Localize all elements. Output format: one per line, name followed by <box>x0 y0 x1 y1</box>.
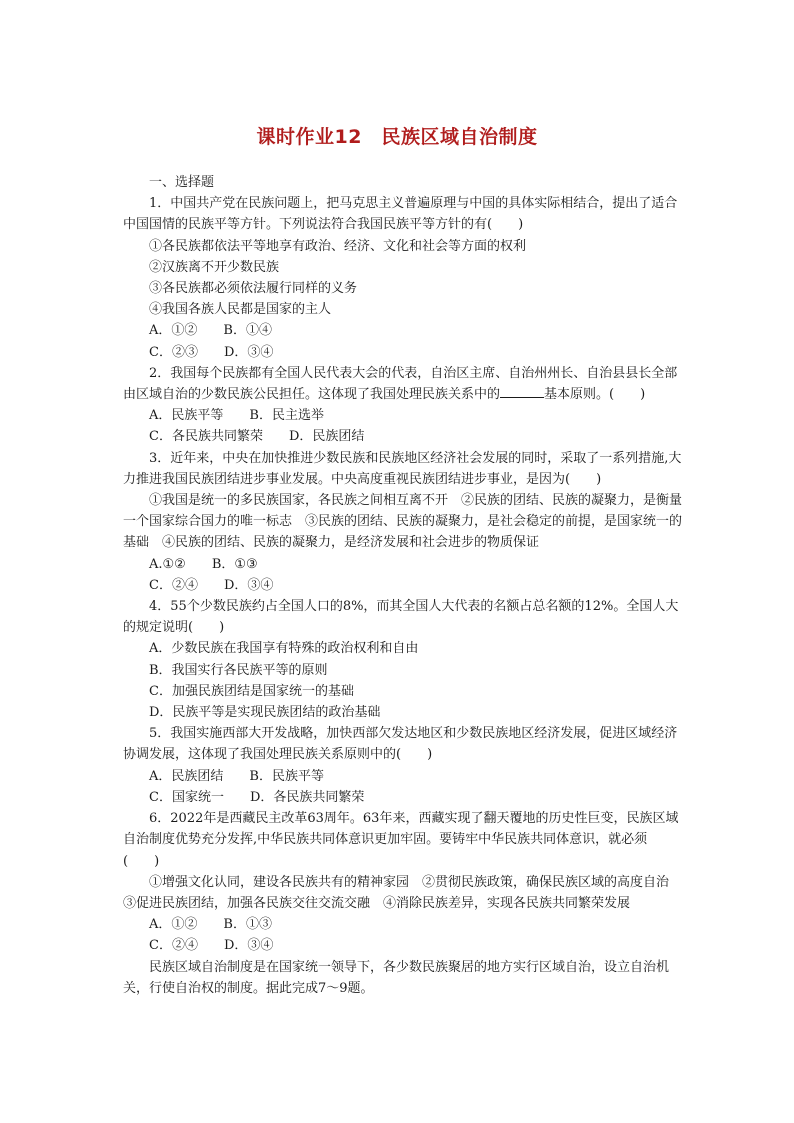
statement-item: ①各民族都依法平等地享有政治、经济、文化和社会等方面的权利 <box>149 238 527 254</box>
section-heading: 一、选择题 <box>149 175 215 190</box>
answer-options: A．民族团结 B．民族平等 <box>149 768 324 784</box>
answer-options: C．②③ D．③④ <box>149 344 274 360</box>
answer-options: C．②④ D．③④ <box>149 938 274 954</box>
material-paragraph: 民族区域自治制度是在国家统一领导下，各少数民族聚居的地方实行区域自治，设立自治机关，行使自治权的制度。据此完成7～9题。 <box>123 959 670 996</box>
question-stem: 6．2022年是西藏民主改革63周年。63年来，西藏实现了翻天覆地的历史性巨变，民族区域自治制度优势充分发挥,中华民族共同体意识更加牢固。要铸牢中华民族共同体意识，就必须( ) <box>123 811 679 869</box>
answer-option: C．加强民族团结是国家统一的基础 <box>149 683 354 699</box>
statement-block: ①增强文化认同，建设各民族共有的精神家园 ②贯彻民族政策，确保民族区域的高度自治 ③促进民族团结，加强各民族交往交流交融 ④消除民族差异，实现各民族共同繁荣发展 <box>123 874 683 911</box>
answer-option: D．民族平等是实现民族团结的政治基础 <box>149 705 381 721</box>
question-stem: 5．我国实施西部大开发战略，加快西部欠发达地区和少数民族地区经济发展，促进区域经济协调发展，这体现了我国处理民族关系原则中的( ) <box>123 726 678 763</box>
answer-options: A.①② B．①③ <box>149 556 258 572</box>
statement-block: ①我国是统一的多民族国家，各民族之间相互离不开 ②民族的团结、民族的凝聚力，是衡量一个国家综合国力的唯一标志 ③民族的团结、民族的凝聚力，是社会稳定的前提，是国家统一的基础 ④民族的团结、民族的凝聚力，是经济发展和社会进步的物质保证 <box>123 493 683 551</box>
question-3 <box>123 448 683 596</box>
answer-options: A．民族平等 B．民主选举 <box>149 408 324 424</box>
question-stem: 3．近年来，中央在加快推进少数民族和民族地区经济社会发展的同时，采取了一系列措施,大力推进我国民族团结进步事业发展。中央高度重视民族团结进步事业，是因为( ) <box>123 450 682 487</box>
question-2 <box>123 363 683 448</box>
question-stem <box>123 363 683 405</box>
statement-item: ③各民族都必须依法履行同样的义务 <box>149 281 358 297</box>
answer-options: A．①② B．①③ <box>149 917 272 933</box>
question-6 <box>123 808 683 956</box>
answer-options: C．各民族共同繁荣 D．民族团结 <box>149 429 365 445</box>
question-1 <box>123 193 683 363</box>
statement-item: ②汉族离不开少数民族 <box>149 259 280 275</box>
question-4 <box>123 596 683 723</box>
question-stem: 4．55个少数民族约占全国人口的8%，而其全国人大代表的名额占总名额的12%。全国人大的规定说明( ) <box>123 599 679 636</box>
fill-blank <box>500 385 544 398</box>
question-content <box>123 172 683 999</box>
question-stem-part: 基本原则。( ) <box>544 387 646 403</box>
question-5 <box>123 723 683 808</box>
answer-options: A．①② B．①④ <box>149 323 272 339</box>
answer-option: B．我国实行各民族平等的原则 <box>149 662 328 678</box>
answer-options: C．国家统一 D．各民族共同繁荣 <box>149 789 365 805</box>
question-stem-part: 2．我国每个民族都有全国人民代表大会的代表，自治区主席、自治州州长、自治县县长全部由区域自治的少数民族公民担任。这体现了我国处理民族关系中的 <box>123 365 678 403</box>
page-title: 课时作业12 民族区域自治制度 <box>256 126 538 148</box>
question-stem: 1．中国共产党在民族问题上，把马克思主义普遍原理与中国的具体实际相结合，提出了适合中国国情的民族平等方针。下列说法符合我国民族平等方针的有( ) <box>123 196 678 233</box>
answer-option: A．少数民族在我国享有特殊的政治权利和自由 <box>149 641 419 657</box>
answer-options: C．②④ D．③④ <box>149 577 274 593</box>
statement-item: ④我国各族人民都是国家的主人 <box>149 302 332 318</box>
